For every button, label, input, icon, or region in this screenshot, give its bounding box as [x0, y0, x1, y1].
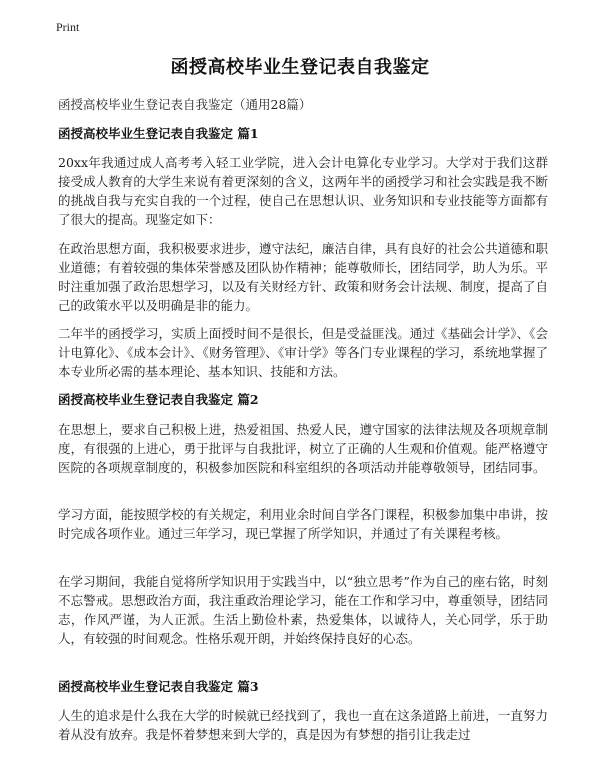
page-title: 函授高校毕业生登记表自我鉴定: [170, 57, 430, 78]
document-subtitle: 函授高校毕业生登记表自我鉴定（通用28篇）: [58, 97, 312, 112]
section-heading-1: 函授高校毕业生登记表自我鉴定 篇1: [58, 126, 259, 141]
section-2-paragraph-2: 学习方面，能按照学校的有关规定，利用业余时间自学各门课程，积极参加集中串讲，按时完成各项作业。通过三年学习，现已掌握了所学知识，并通过了有关课程考核。: [58, 507, 548, 541]
section-1-paragraph-2: 在政治思想方面，我积极要求进步，遵守法纪，廉洁自律，具有良好的社会公共道德和职业道德；有着较强的集体荣誉感及团队协作精神；能尊敬师长，团结同学，助人为乐。平时注重加强了政治思想学习，以及有关财经方针、政策和财务会计法规、制度，提高了自己的政策水平以及明确是非的能力。: [58, 241, 548, 313]
section-2-paragraph-1: 在思想上，要求自己积极上进，热爱祖国、热爱人民，遵守国家的法律法规及各项规章制度，有很强的上进心，勇于批评与自我批评，树立了正确的人生观和价值观。能严格遵守医院的各项规章制度的，积极参加医院和科室组织的各项活动并能尊敬领导，团结同事。: [58, 422, 548, 475]
section-1-paragraph-3: 二年半的函授学习，实质上面授时间不是很长，但是受益匪浅。通过《基础会计学》、《会计电算化》、《成本会计》、《财务管理》、《审计学》等各门专业课程的学习，系统地掌握了本专业所必需的基本理论、基本知识、技能和方法。: [58, 326, 548, 379]
section-2-paragraph-3: 在学习期间，我能自觉将所学知识用于实践当中，以“独立思考”作为自己的座右铭，时刻不忘警戒。思想政治方面，我注重政治理论学习，能在工作和学习中，尊重领导，团结同志，作风严谨，为人正派。生活上勤俭朴素，热爱集体，以诚待人，关心同学，乐于助人，有较强的时间观念。性格乐观开朗，并始终保持良好的心态。: [58, 574, 548, 646]
section-3-paragraph-1: 人生的追求是什么我在大学的时候就已经找到了，我也一直在这条道路上前进，一直努力着从没有放弃。我是怀着梦想来到大学的，真是因为有梦想的指引让我走过: [58, 708, 548, 742]
section-1-paragraph-1: 20xx年我通过成人高考考入轻工业学院，进入会计电算化专业学习。大学对于我们这群接受成人教育的大学生来说有着更深刻的含义，这两年半的函授学习和社会实践是我不断的挑战自我与充实自我的一个过程，使自己在思想认识、业务知识和专业技能等方面都有了很大的提高。现鉴定如下：: [58, 155, 548, 227]
print-link[interactable]: Print: [56, 20, 80, 34]
section-heading-3: 函授高校毕业生登记表自我鉴定 篇3: [58, 679, 259, 694]
section-heading-2: 函授高校毕业生登记表自我鉴定 篇2: [58, 392, 259, 407]
